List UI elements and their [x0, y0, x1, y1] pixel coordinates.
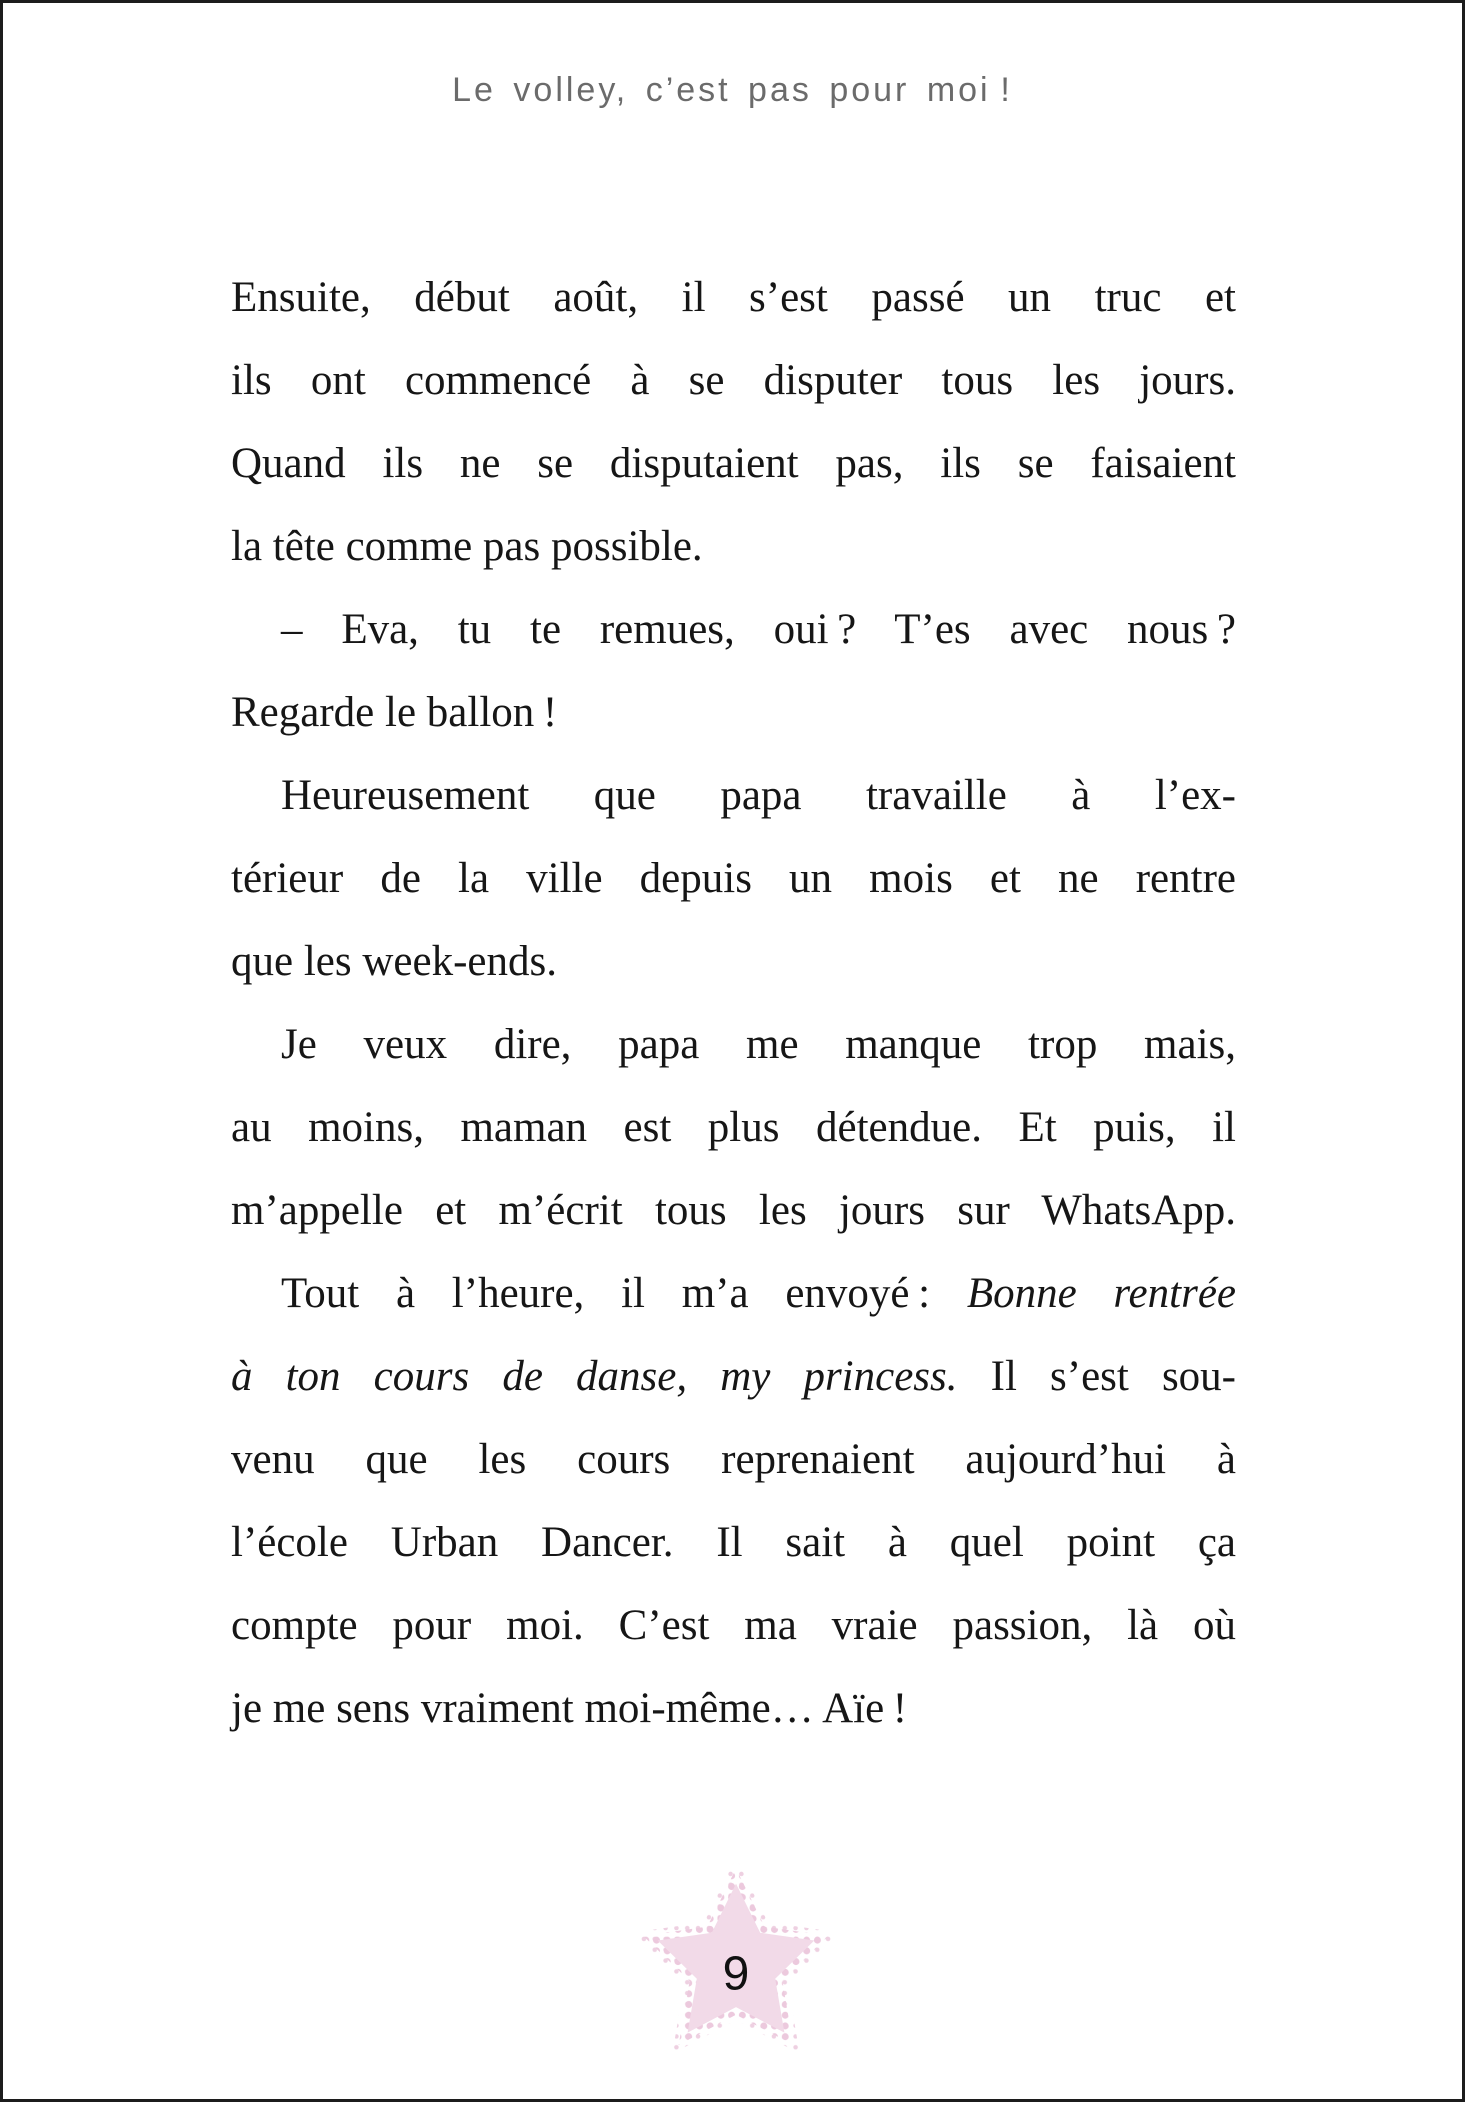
text-segment: la tête comme pas possible. — [231, 523, 703, 570]
text-segment: – Eva, tu te remues, oui ? T’es avec nous ? — [281, 606, 1236, 653]
body-line — [231, 671, 1236, 754]
text-segment: compte pour moi. C’est ma vraie passion, là où — [231, 1602, 1236, 1649]
text-segment: Il s’est sou- — [957, 1353, 1236, 1400]
body-line — [231, 837, 1236, 920]
text-segment: Je veux dire, papa me manque trop mais, — [281, 1021, 1236, 1068]
body-line — [231, 1086, 1236, 1169]
body-line — [231, 920, 1236, 1003]
body-line — [231, 422, 1236, 505]
text-segment: térieur de la ville depuis un mois et ne rentre — [231, 855, 1236, 902]
page-number: 9 — [722, 1947, 750, 2001]
text-segment: venu que les cours reprenaient aujourd’hui à — [231, 1436, 1236, 1483]
text-segment: je me sens vraiment moi-même… Aïe ! — [231, 1685, 908, 1732]
text-segment: Heureusement que papa travaille à l’ex- — [281, 772, 1236, 819]
text-segment: ils ont commencé à se disputer tous les jours. — [231, 357, 1236, 404]
text-segment: que les week-ends. — [231, 938, 557, 985]
body-line — [231, 1252, 1236, 1335]
text-segment: Ensuite, début août, il s’est passé un truc et — [231, 274, 1236, 321]
body-line — [231, 1584, 1236, 1667]
body-text — [231, 256, 1236, 1750]
body-line — [231, 1501, 1236, 1584]
body-line — [231, 754, 1236, 837]
body-line — [231, 1169, 1236, 1252]
body-line — [231, 1335, 1236, 1418]
text-segment: m’appelle et m’écrit tous les jours sur WhatsApp. — [231, 1187, 1236, 1234]
running-header: Le volley, c’est pas pour moi ! — [452, 71, 1013, 109]
body-line — [231, 1003, 1236, 1086]
body-line — [231, 339, 1236, 422]
body-line — [231, 1418, 1236, 1501]
text-segment: Tout à l’heure, il m’a envoyé : — [281, 1270, 967, 1317]
text-segment: Quand ils ne se disputaient pas, ils se faisaient — [231, 440, 1236, 487]
italic-text-segment: Bonne rentrée — [966, 1270, 1236, 1317]
italic-text-segment: à ton cours de danse, my princess. — [231, 1353, 958, 1400]
body-line — [231, 256, 1236, 339]
text-segment: l’école Urban Dancer. Il sait à quel point ça — [231, 1519, 1236, 1566]
body-line — [231, 588, 1236, 671]
text-segment: Regarde le ballon ! — [231, 689, 558, 736]
body-line — [231, 505, 1236, 588]
text-segment: au moins, maman est plus détendue. Et puis, il — [231, 1104, 1236, 1151]
body-line — [231, 1667, 1236, 1750]
